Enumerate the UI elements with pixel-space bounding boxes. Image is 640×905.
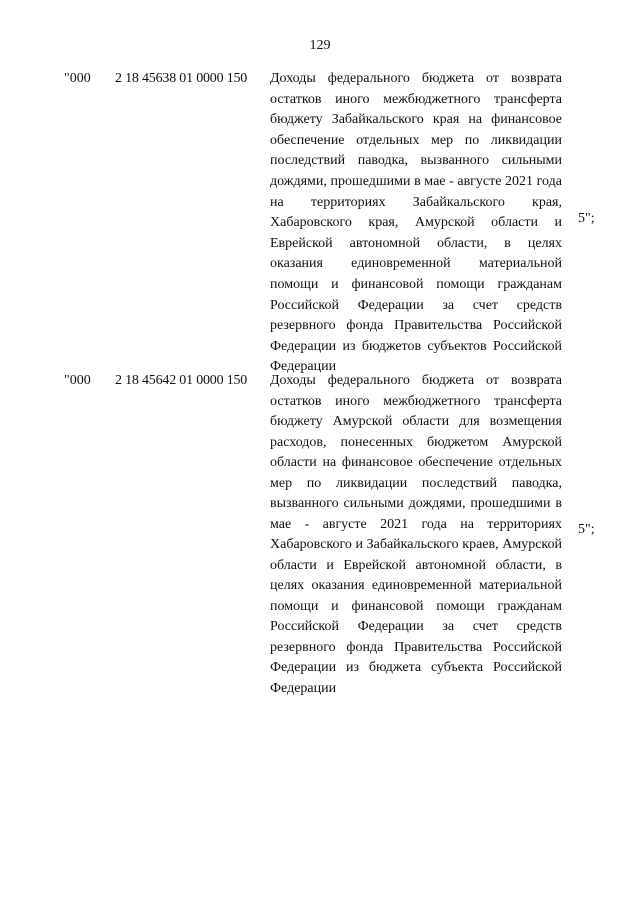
page-number: 129 — [309, 38, 331, 53]
income-description: Доходы федерального бюджета от возврата остатков иного межбюджетного трансферта бюджету Амурской области для возмещения расходов, понесенных бюджетом Амурской области на финансовое обеспечение отдельных мер по ликвидации последствий паводка, вызванного сильными дождями, прошедшими в мае - августе 2021 года на территориях Хабаровского и Забайкальского краев, Амурской области и Еврейской автономной области, в целях оказания единовременной материальной помощи и финансовой помощи гражданам Российской Федерации за счет средств резервного фонда Правительства Российской Федерации из бюджета субъекта Российской Федерации — [270, 373, 562, 696]
standard-value: 5"; — [578, 522, 595, 537]
administrator-code: "000 — [64, 373, 91, 388]
administrator-code: "000 — [64, 71, 91, 86]
classification-code: 2 18 45642 01 0000 150 — [115, 373, 248, 388]
income-description: Доходы федерального бюджета от возврата остатков иного межбюджетного трансферта бюджету Забайкальского края на финансовое обеспечение отдельных мер по ликвидации последствий паводка, вызванного сильными дождями, прошедшими в мае - августе 2021 года на территориях Забайкальского края, Хабаровского края, Амурской области и Еврейской автономной области, в целях оказания единовременной материальной помощи и финансовой помощи гражданам Российской Федерации за счет средств резервного фонда Правительства Российской Федерации из бюджетов субъектов Российской Федерации — [270, 71, 562, 375]
standard-value: 5"; — [578, 211, 595, 226]
classification-code: 2 18 45638 01 0000 150 — [115, 71, 248, 86]
